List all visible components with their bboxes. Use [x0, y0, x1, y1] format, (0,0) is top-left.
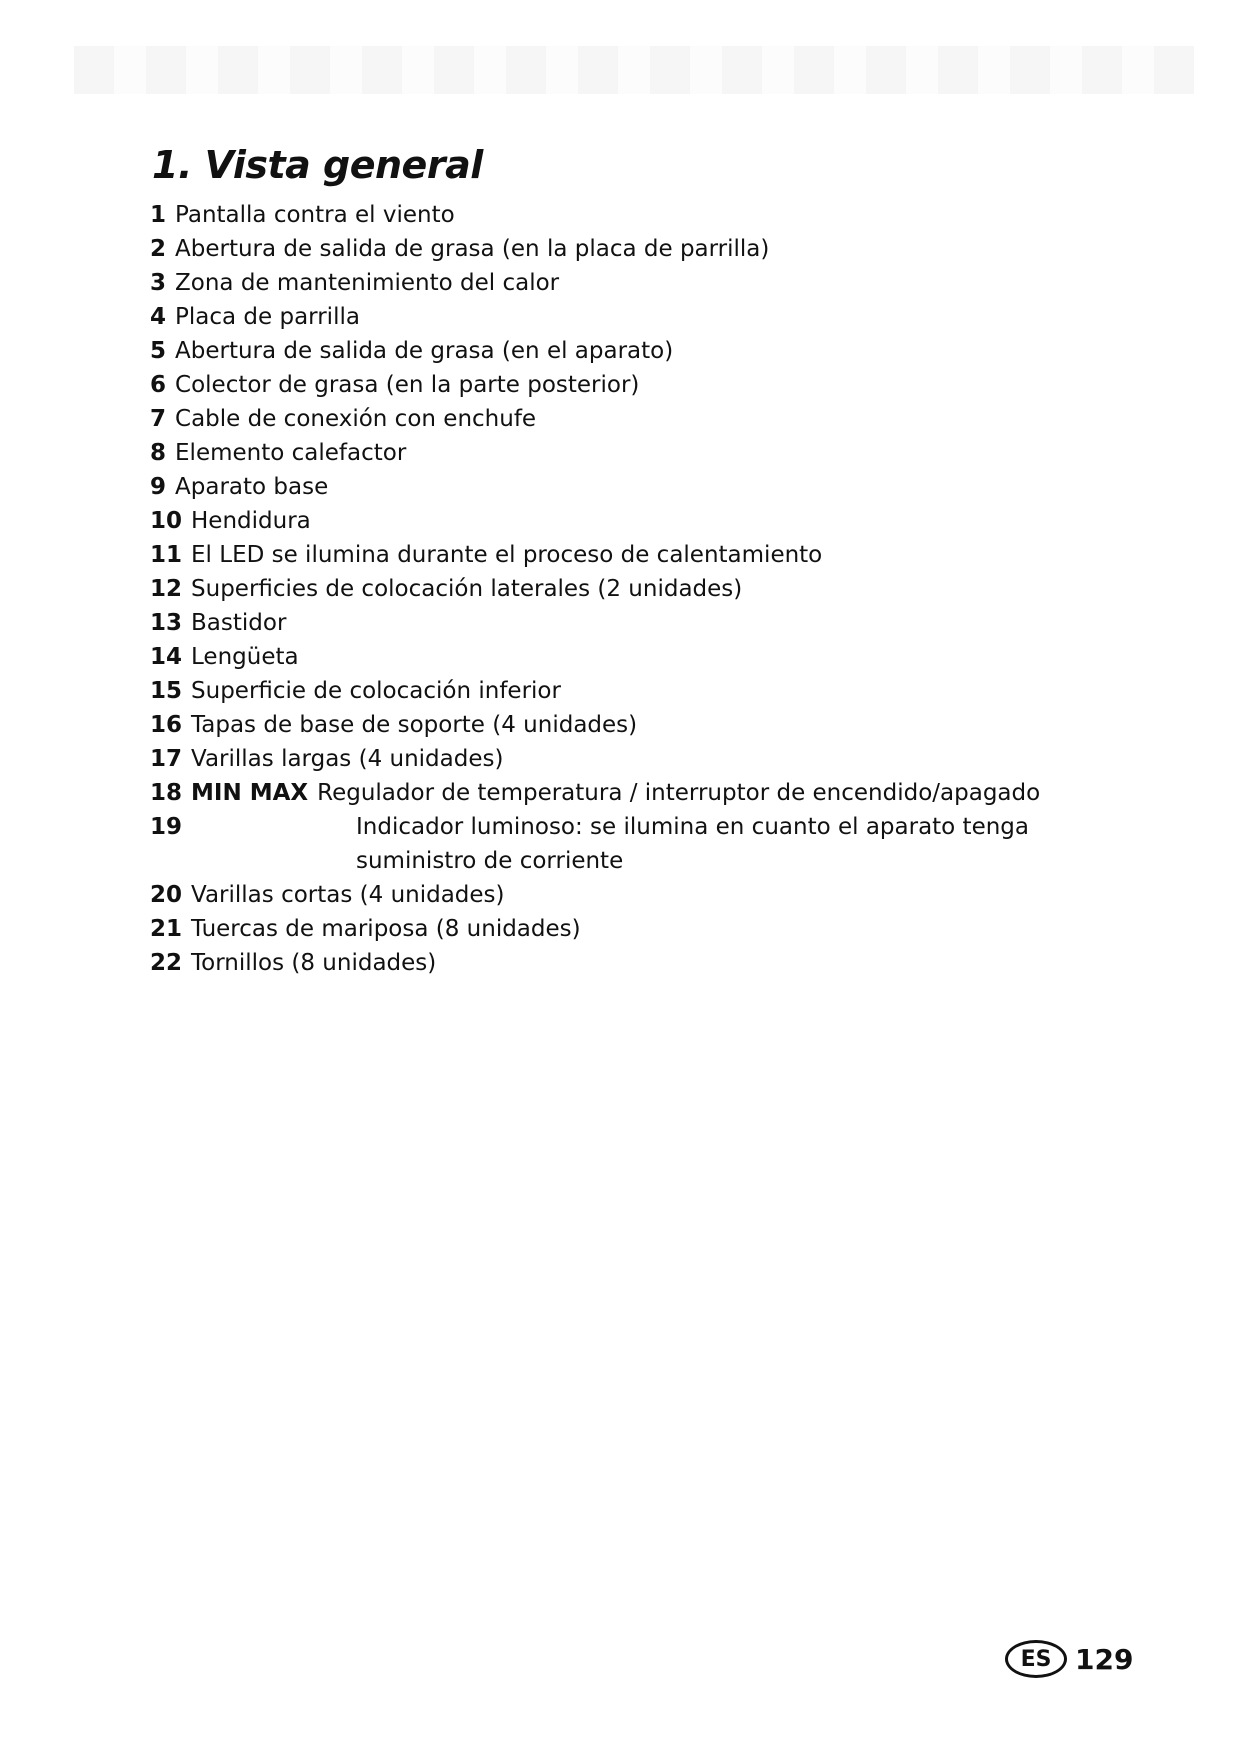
item-number: 8 [150, 440, 167, 466]
item-text: Superficie de colocación inferior [191, 678, 561, 704]
list-item [150, 606, 1136, 640]
item-text: Superficies de colocación laterales (2 unidades) [191, 576, 743, 602]
item-number: 22 [150, 950, 183, 976]
parts-list [150, 198, 1136, 980]
item-text: Varillas largas (4 unidades) [191, 746, 504, 772]
item-number: 17 [150, 746, 183, 772]
list-item [150, 198, 1136, 232]
list-item [150, 368, 1136, 402]
list-item [150, 674, 1136, 708]
list-item [150, 504, 1136, 538]
item-number: 3 [150, 270, 167, 296]
page-number: 129 [1075, 1642, 1134, 1676]
item-control-label: MIN MAX [191, 780, 309, 806]
list-item [150, 810, 1136, 878]
item-number: 10 [150, 508, 183, 534]
item-number: 7 [150, 406, 167, 432]
item-text: Abertura de salida de grasa (en el aparato) [175, 338, 674, 364]
item-number: 1 [150, 202, 167, 228]
item-text: Colector de grasa (en la parte posterior) [175, 372, 640, 398]
list-item [150, 402, 1136, 436]
item-number: 21 [150, 916, 183, 942]
list-item [150, 912, 1136, 946]
list-item [150, 232, 1136, 266]
item-number: 13 [150, 610, 183, 636]
item-text: Varillas cortas (4 unidades) [191, 882, 505, 908]
item-number: 9 [150, 474, 167, 500]
list-item [150, 776, 1136, 810]
list-item [150, 266, 1136, 300]
item-text: Bastidor [191, 610, 287, 636]
list-item [150, 640, 1136, 674]
item-text: El LED se ilumina durante el proceso de calentamiento [191, 542, 823, 568]
list-item [150, 436, 1136, 470]
list-item [150, 538, 1136, 572]
item-text: Tuercas de mariposa (8 unidades) [191, 916, 581, 942]
item-text: Hendidura [191, 508, 311, 534]
item-number: 12 [150, 576, 183, 602]
item-text: Regulador de temperatura / interruptor de encendido/apagado [317, 780, 1041, 806]
list-item [150, 742, 1136, 776]
item-text: Indicador luminoso: se ilumina en cuanto el aparato tenga suministro de corriente [356, 814, 1029, 874]
item-number: 18 [150, 780, 183, 806]
scan-header-strip [74, 46, 1194, 94]
item-number: 11 [150, 542, 183, 568]
item-number: 19 [150, 814, 183, 840]
list-item [150, 470, 1136, 504]
item-text: Lengüeta [191, 644, 299, 670]
item-text: Tapas de base de soporte (4 unidades) [191, 712, 638, 738]
item-number: 6 [150, 372, 167, 398]
item-number: 4 [150, 304, 167, 330]
item-text: Abertura de salida de grasa (en la placa de parrilla) [175, 236, 770, 262]
item-number: 20 [150, 882, 183, 908]
item-text: Cable de conexión con enchufe [175, 406, 537, 432]
language-badge: ES [1005, 1640, 1067, 1678]
page-footer [1005, 1640, 1133, 1678]
list-item [150, 334, 1136, 368]
item-number: 14 [150, 644, 183, 670]
item-number: 15 [150, 678, 183, 704]
item-text: Placa de parrilla [175, 304, 360, 330]
list-item [150, 878, 1136, 912]
item-text: Aparato base [175, 474, 329, 500]
item-text: Tornillos (8 unidades) [191, 950, 437, 976]
item-number: 2 [150, 236, 167, 262]
list-item [150, 572, 1136, 606]
item-number: 16 [150, 712, 183, 738]
section-title: 1. Vista general [152, 143, 483, 187]
item-text: Pantalla contra el viento [175, 202, 455, 228]
item-number: 5 [150, 338, 167, 364]
item-text: Elemento calefactor [175, 440, 407, 466]
item-text: Zona de mantenimiento del calor [175, 270, 560, 296]
list-item [150, 708, 1136, 742]
list-item [150, 946, 1136, 980]
list-item [150, 300, 1136, 334]
